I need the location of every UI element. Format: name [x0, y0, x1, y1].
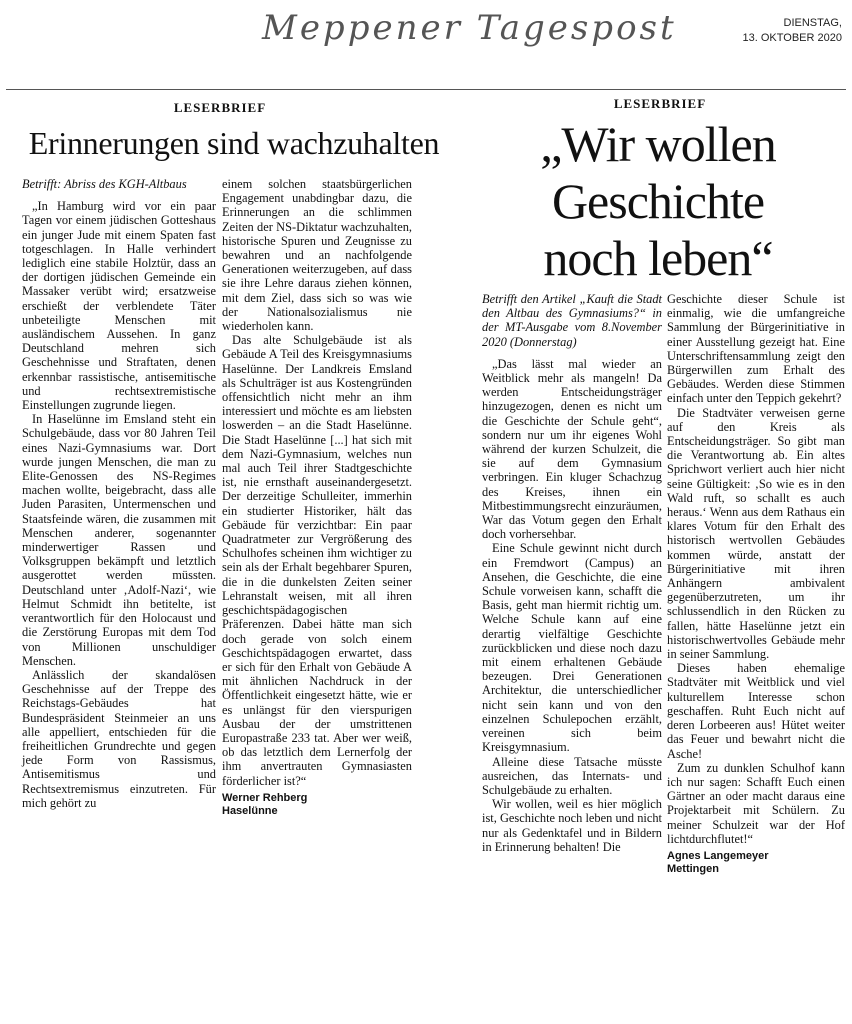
headline-line: noch leben“ — [543, 230, 773, 286]
paragraph: Dieses haben ehemalige Stadtväter mit Weitblick und viel kulturellem Interesse schon geschaffen. Ruht Euch nicht auf deren Lorbeeren aus! Hütet weiter das Feuer und bewahrt nicht die Asche! — [667, 661, 845, 761]
left-article-intro: Betrifft: Abriss des KGH-Altbaus — [22, 177, 187, 191]
paragraph: In Haselünne im Emsland steht ein Schulgebäude, dass vor 80 Jahren Teil eines Nazi-Gymnasiums war. Dort wurde jungen Menschen, die man zu Elite-Genossen des NS-Regimes machen wollte, beigebracht, dass alle Juden Parasiten, Untermenschen und Staatsfeinde wären, die zusammen mit Menschen anderer, sogenannter minderwertiger Rassen und Volksgruppen bekämpft und letztlich ausgerottet werden müssten. Deutschland unter ‚Adolf-Nazi‘, wie Helmut Schmidt ihn betitelte, ist verantwortlich für den Holocaust und die Zerstörung Europas mit dem Tod von Millionen unschuldiger Menschen. — [22, 412, 216, 668]
paragraph: Anlässlich der skandalösen Geschehnisse auf der Treppe des Reichstags-Gebäudes hat Bundespräsident Steinmeier an uns alle appelliert, entschieden für die freiheitlichen Grundrechte und gegen jede Form von Rassismus, Antisemitismus und Rechtsextremismus einzutreten. Für mich gehört zu — [22, 667, 216, 810]
dateline — [743, 16, 842, 46]
right-article-column-2 — [667, 292, 845, 876]
top-rule — [6, 89, 846, 90]
left-article-column-2 — [222, 177, 412, 818]
left-article-headline: Erinnerungen sind wachzuhalten — [28, 125, 440, 161]
headline-line: Geschichte — [551, 173, 765, 229]
paragraph: Das alte Schulgebäude ist als Gebäude A Teil des Kreisgymnasiums Haselünne. Der Landkreis Emsland als Schulträger ist aus Kostengründen offensichtlich nicht mehr an ihm interessiert und möchte es am liebsten loswerden – an die Stadt Haselünne. Die Stadt Haselünne [...] hat sich mit dem Nazi-Gymnasium, welches nun mal auch Teil ihrer Stadtgeschichte ist, nie ernsthaft auseinandergesetzt. Der derzeitige Schulleiter, immerhin ein studierter Historiker, hält das Gebäude für verzichtbar: Ein paar Quadratmeter zur Vergrößerung des Schulhofes scheinen ihm wichtiger zu sein als der Erhalt begehbarer Spuren, die in die dunkelsten Zeiten seiner Lehranstalt weisen, mit all ihren geschichtspädagogischen Präferenzen. Dabei hätte man sich doch gerade von solch einem Geschichtspädagogen erwartet, dass er sich für den Erhalt von Gebäude A mit ähnlichen Nachdruck in der Öffentlichkeit eingesetzt hätte, wie er es unlängst für den vierspurigen Ausbau der der umstrittenen Europastraße 233 tat. Aber wer weiß, ob das letztlich dem Lernerfolg der ihm anvertrauten Gymnasiasten förderlicher ist?“ — [222, 333, 412, 788]
handwritten-newspaper-name: Meppener Tagespost — [262, 8, 677, 48]
paragraph: Geschichte dieser Schule ist einmalig, wie die umfangreiche Sammlung der Bürgerinitiative in einer Ausstellung gezeigt hat. Eine Unterschriftensammlung zeigt den Bürgerwillen zum Erhalt des Gebäudes. Werden diese Stimmen einfach unter den Teppich gekehrt? — [667, 292, 845, 406]
paragraph: Alleine diese Tatsache müsste ausreichen, das Internats- und Schulgebäude zu erhalten. — [482, 754, 662, 797]
headline-line: „Wir wollen — [540, 116, 776, 172]
author-place: Mettingen — [667, 862, 719, 875]
paragraph: Zum zu dunklen Schulhof kann ich nur sagen: Schafft Euch einen Gärtner an oder macht daraus eine Projektarbeit mit Schülern. Zu meiner Schulzeit war der Hof lichtdurchflutet!“ — [667, 760, 845, 846]
paragraph: Die Stadtväter verweisen gerne auf den Kreis als Entscheidungsträger. So gibt man die Verantwortung ab. Ein altes Sprichwort verliert auch hier nicht seine Gültigkeit: ‚So wie es in den Wald ruft, so schallt es auch heraus.‘ Wenn aus dem Rathaus ein klares Votum für den Erhalt des historisch wertvollen Gebäudes kommen würde, anstatt der Bürgerinitiative mit ihren Anhängern ambivalent gegenüberzutreten, um ihr schlussendlich in den Rücken zu fallen, hätte Haselünne jetzt ein historischwertvolles Gebäude mehr in seiner Sammlung. — [667, 405, 845, 662]
author-name: Werner Rehberg — [222, 791, 308, 804]
paragraph: Eine Schule gewinnt nicht durch ein Fremdwort (Campus) an Ansehen, die Geschichte, die eine Schule vorweisen kann, schafft die Basis, geht man hiermit richtig um. Welche Schule kann auf eine derartig vielfältige Geschichte zurückblicken und diese noch dazu mit einem erhaltenen Gebäude bezeugen. Drei Generationen Architektur, die unterschiedlicher nicht sein kann und von den einzelnen Schulepochen erzählt, vereinen sich beim Kreisgymnasium. — [482, 541, 662, 755]
paragraph: einem solchen staatsbürgerlichen Engagement unabdingbar dazu, die Erinnerungen an die schlimmen Zeiten der NS-Diktatur wachzuhalten, historische Spuren und Zeugnisse zu bewahren und an nachfolgende Generationen weiterzugeben, auf dass sie ihre Lehre daraus ziehen können, mit dem Ziel, dass sich so was wie der Nationalsozialismus nie wiederholen kann. — [222, 177, 412, 334]
right-article-intro: Betrifft den Artikel „Kauft die Stadt den Altbau des Gymnasiums?“ in der MT-Ausgabe vom 8.November 2020 (Donnerstag) — [482, 292, 662, 349]
author-place: Haselünne — [222, 804, 278, 817]
left-article-label: LESERBRIEF — [173, 100, 267, 115]
left-article-column-1 — [22, 177, 216, 810]
paragraph: „In Hamburg wird vor ein paar Tagen vor einem jüdischen Gotteshaus ein junger Jude mit einem Spaten fast totgeschlagen. In Halle verhindert lediglich eine stabile Holztür, dass an der dortigen jüdischen Gemeinde ein Massaker verübt wird; ersatzweise erschießt der verblendete Täter unbeteiligte Menschen mit ausländischem Aussehen. In ganz Deutschland mehren sich Geschehnisse und Straftaten, denen erkennbar rassistische, antisemitische und rechtsextremistische Einstellungen zugrunde liegen. — [22, 199, 216, 413]
dateline-day: DIENSTAG, — [783, 17, 842, 29]
author-name: Agnes Langemeyer — [667, 849, 769, 862]
right-article-label: LESERBRIEF — [613, 96, 707, 111]
dateline-date: 13. OKTOBER 2020 — [742, 32, 842, 44]
right-article-headline — [470, 116, 846, 287]
paragraph: „Das lässt mal wieder an Weitblick mehr als mangeln! Da werden Entscheidungsträger hinzugezogen, denen es nicht um die Geschichte der Schule geht“, sondern nur um ihr eigenes Wohl während der kurzen Schulzeit, die sie auf dem Gymnasium verbringen. Ein kluger Schachzug des Kreises, ihnen ein Mitbestimmungsrecht einzuräumen, War das Votum gegen den Erhalt doch vorhersehbar. — [482, 356, 662, 542]
right-article-column-1 — [482, 292, 662, 854]
paragraph: Wir wollen, weil es hier möglich ist, Geschichte noch leben und nicht nur als Gedenktafel und in Bildern in Erinnerung behalten! Die — [482, 797, 662, 854]
